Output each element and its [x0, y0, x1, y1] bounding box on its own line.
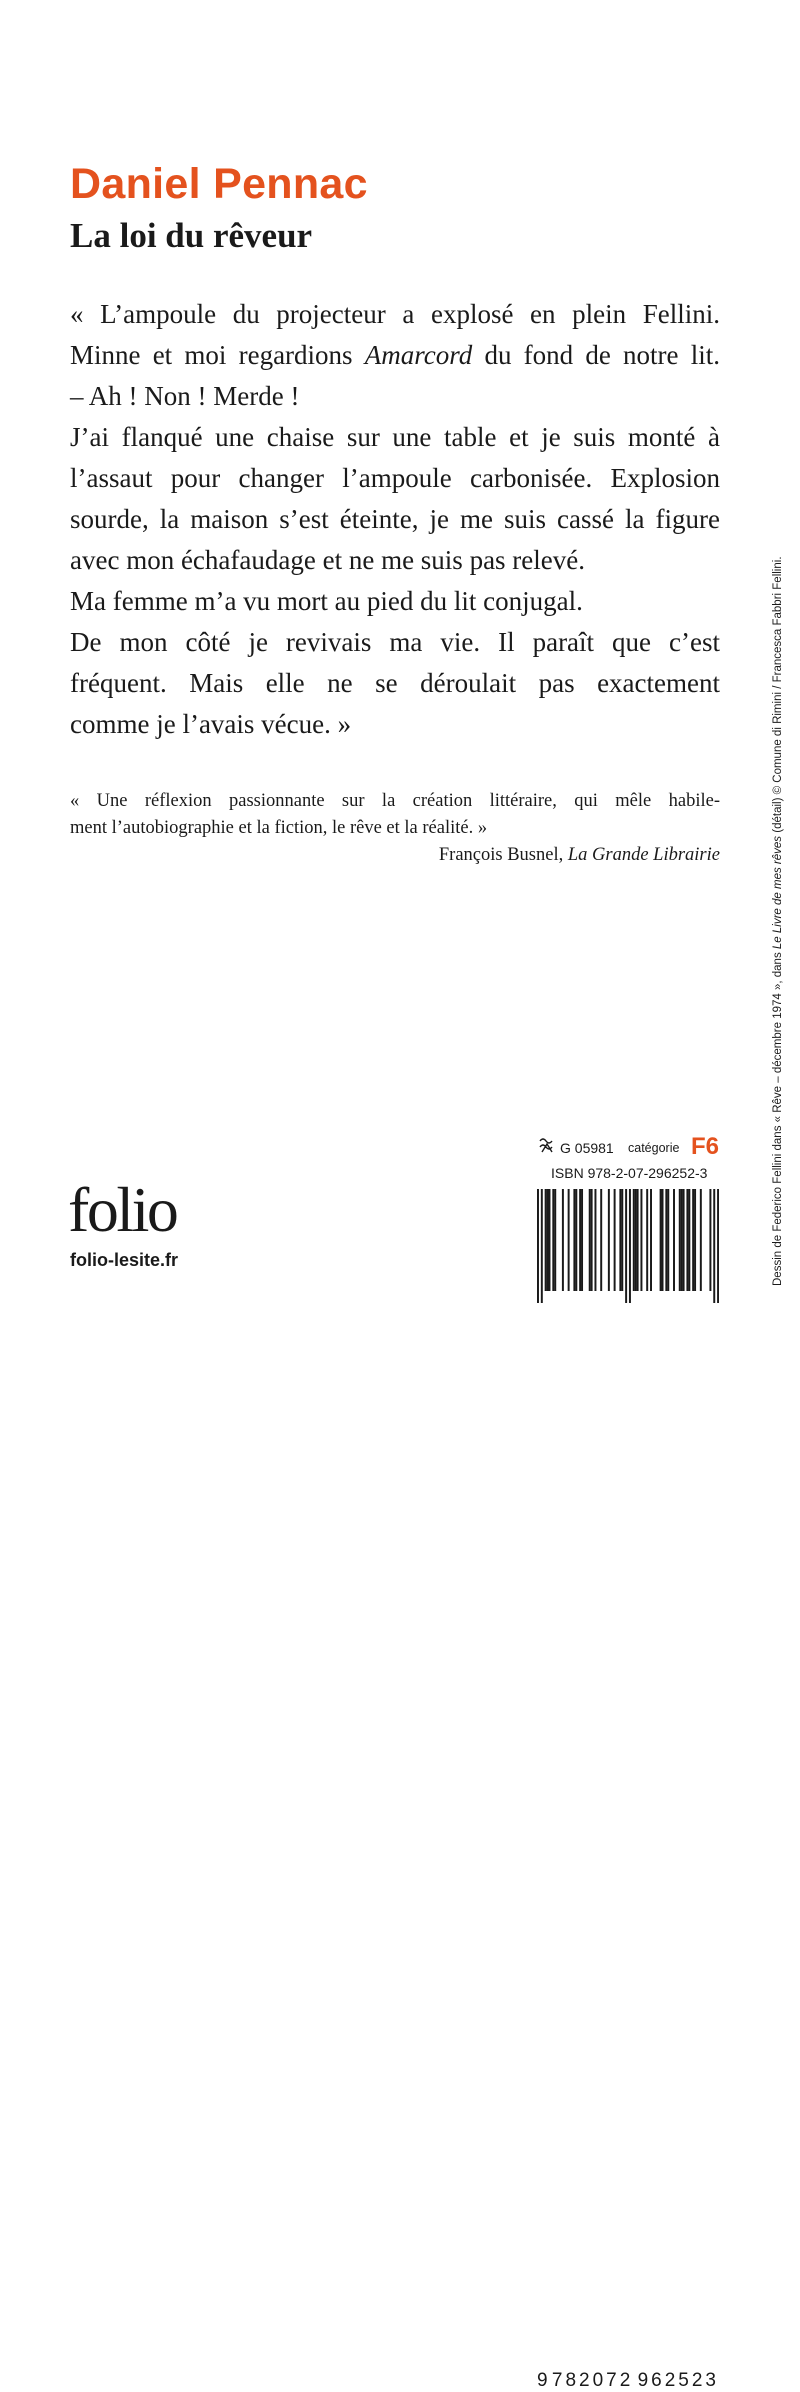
barcode-bar [694, 1189, 696, 1291]
author-name: Daniel Pennac [70, 160, 368, 208]
barcode-bar [562, 1189, 564, 1291]
publisher-website: folio-lesite.fr [70, 1250, 179, 1270]
excerpt-line: Minne et moi regardions Amarcord du fond de notre lit. [70, 340, 720, 370]
excerpt-line: avec mon échafaudage et ne me suis pas relevé. [70, 545, 586, 575]
credit-suffix: (détail) © Comune di Rimini / Francesca Fabbri Fellini. [772, 556, 784, 833]
gallimard-monogram-icon [537, 1136, 557, 1156]
barcode-bar [608, 1189, 610, 1291]
barcode-bar [575, 1189, 577, 1291]
excerpt-line: sourde, la maison s’est éteinte, je me suis cassé la figure [70, 504, 720, 534]
ean-digits [537, 2370, 719, 2392]
ean-first-digit: 9 [537, 2370, 548, 2391]
credit-work: Le Livre de mes rêves [772, 835, 784, 950]
critic-name: François Busnel, [438, 845, 564, 865]
barcode-bar [629, 1189, 631, 1303]
barcode-bar [709, 1189, 711, 1291]
excerpt-text [70, 294, 720, 745]
barcode-bar [547, 1189, 549, 1291]
ean-left-group: 782072 [551, 2370, 634, 2391]
ean-right-group: 962523 [637, 2370, 719, 2391]
barcode-bar [667, 1189, 669, 1291]
category-label: catégorie [628, 1141, 680, 1155]
excerpt-line: fréquent. Mais elle ne se déroulait pas exactement [70, 668, 720, 698]
folio-logo: folio [68, 1174, 177, 1245]
barcode-bar [713, 1189, 715, 1303]
barcode-bar [686, 1189, 688, 1291]
barcode-bar [589, 1189, 591, 1291]
excerpt-line: comme je l’avais vécue. » [70, 709, 352, 739]
credit-prefix: Dessin de Federico Fellini dans « Rêve – décembre 1974 », dans [772, 952, 784, 1286]
product-code: G 05981 [560, 1140, 614, 1156]
book-title: La loi du rêveur [70, 216, 313, 255]
barcode-bar [717, 1189, 719, 1303]
barcode-bar [673, 1189, 675, 1291]
barcode-bar [688, 1189, 690, 1291]
barcode-bar [541, 1189, 543, 1303]
barcode-bar [633, 1189, 635, 1291]
barcode-bar [573, 1189, 575, 1291]
barcode-bar [665, 1189, 667, 1291]
barcode-bar [581, 1189, 583, 1291]
codes-block [537, 1133, 719, 2391]
barcode-bar [621, 1189, 623, 1291]
barcode-bar [619, 1189, 621, 1291]
illustration-credit [772, 556, 784, 1286]
barcode-bar [692, 1189, 694, 1291]
category-code: F6 [690, 1133, 719, 1160]
review-block [70, 788, 720, 869]
barcode-bar [683, 1189, 685, 1291]
review-line-1: « Une réflexion passionnante sur la création littéraire, qui mêle habile- [70, 791, 720, 811]
excerpt-line: – Ah ! Non ! Merde ! [70, 381, 300, 411]
barcode-bar [614, 1189, 616, 1291]
barcode-bar [625, 1189, 627, 1303]
barcode-bar [568, 1189, 570, 1291]
barcode-bar [679, 1189, 681, 1291]
review-line-2: ment l’autobiographie et la fiction, le rêve et la réalité. » [70, 818, 488, 838]
barcode-bar [660, 1189, 662, 1291]
barcode-bar [600, 1189, 602, 1291]
barcode-bar [552, 1189, 554, 1291]
barcode-bar [548, 1189, 550, 1291]
excerpt-line: De mon côté je revivais ma vie. Il paraît que c’est [70, 627, 720, 657]
barcode-bar [537, 1189, 539, 1303]
barcode-bar [554, 1189, 556, 1291]
excerpt-line: J’ai flanqué une chaise sur une table et je suis monté à [70, 422, 720, 452]
excerpt-line: « L’ampoule du projecteur a explosé en plein Fellini. [70, 299, 720, 329]
barcode-bar [646, 1189, 648, 1291]
barcode-bar [650, 1189, 652, 1291]
review-source: La Grande Librairie [567, 845, 720, 865]
excerpt-line: Ma femme m’a vu mort au pied du lit conjugal. [70, 586, 583, 616]
barcode-bar [662, 1189, 664, 1291]
barcode-bar [640, 1189, 642, 1291]
barcode-bar [635, 1189, 637, 1291]
barcode-bar [579, 1189, 581, 1291]
barcode-bar [594, 1189, 596, 1291]
barcode-bar [700, 1189, 702, 1291]
barcode-bar [545, 1189, 547, 1291]
barcode-bar [591, 1189, 593, 1291]
review-signature [70, 842, 720, 869]
barcode-bar [681, 1189, 683, 1291]
barcode [537, 1189, 719, 1303]
barcode-bar [637, 1189, 639, 1291]
isbn-number: ISBN 978-2-07-296252-3 [551, 1165, 708, 1181]
excerpt-line: l’assaut pour changer l’ampoule carbonisée. Explosion [70, 463, 720, 493]
